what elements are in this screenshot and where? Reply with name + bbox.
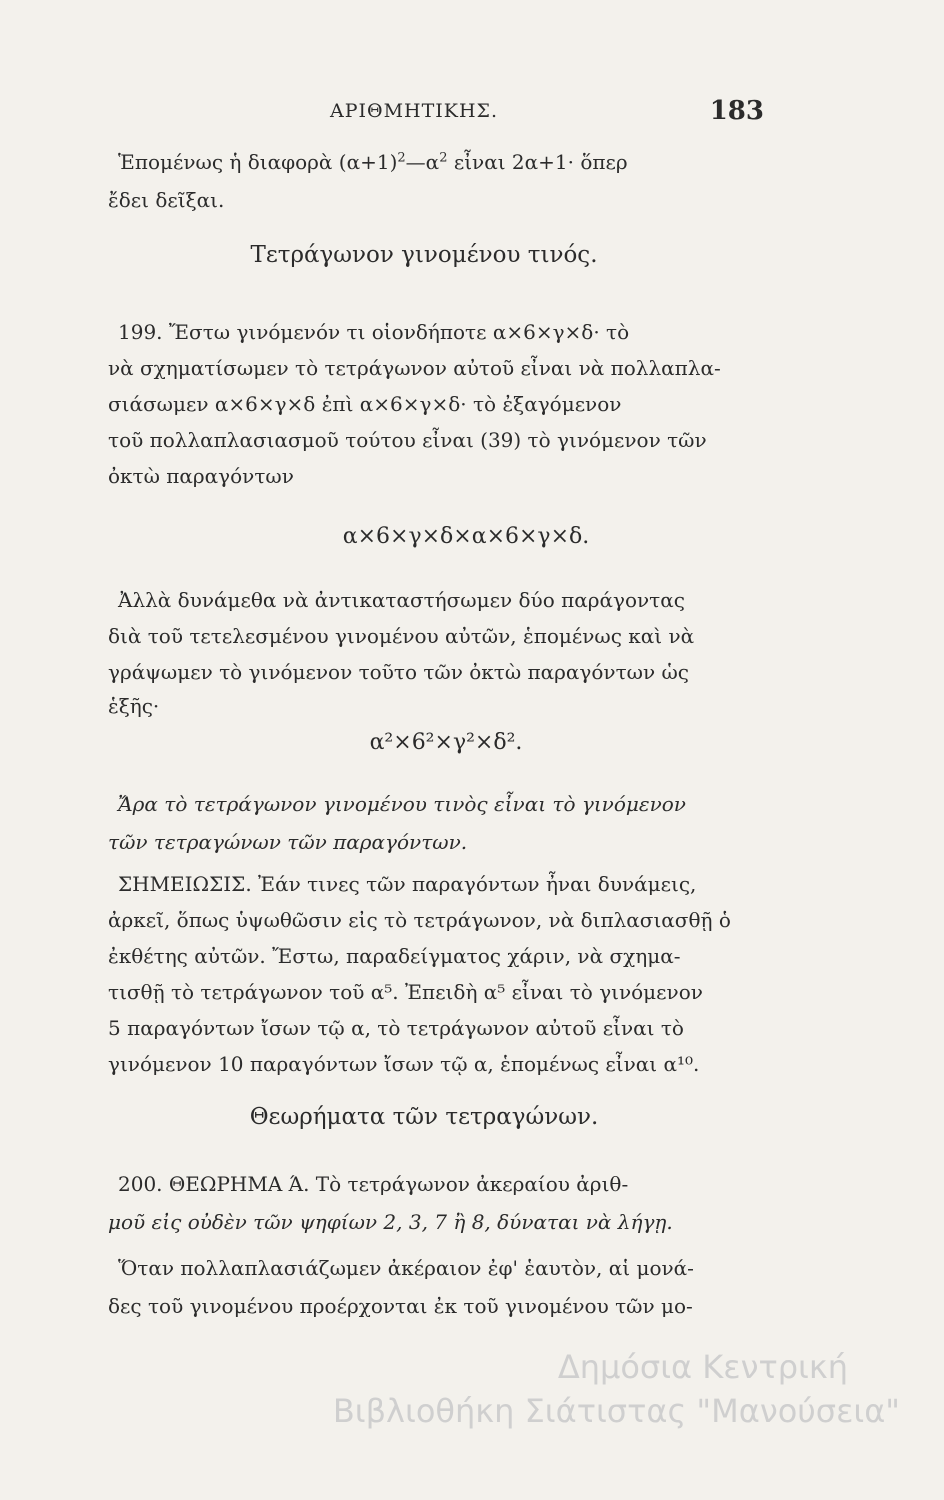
- text-line: νὰ σχηματίσωμεν τὸ τετράγωνον αὐτοῦ εἶναι νὰ πολλαπλα-: [108, 356, 721, 380]
- text-line: ἀρκεῖ, ὅπως ὑψωθῶσιν εἰς τὸ τετράγωνον, νὰ διπλασιασθῇ ὁ: [108, 908, 731, 932]
- text-line: σιάσωμεν α×6×γ×δ ἐπὶ α×6×γ×δ· τὸ ἐξαγόμενον: [108, 392, 622, 416]
- running-head: [110, 96, 764, 138]
- text-line: 200. ΘΕΩΡΗΜΑ Ά. Τὸ τετράγωνον ἀκεραίου ἀριθ-: [118, 1172, 629, 1196]
- text-line: γινόμενον 10 παραγόντων ἴσων τῷ α, ἑπομένως εἶναι α¹⁰.: [108, 1052, 700, 1076]
- library-watermark-line1: Δημόσια Κεντρική: [557, 1348, 848, 1386]
- text-line: διὰ τοῦ τετελεσμένου γινομένου αὐτῶν, ἑπομένως καὶ νὰ: [108, 624, 695, 648]
- formula: α×6×γ×δ×α×6×γ×δ.: [342, 524, 590, 549]
- text-line: Ὅταν πολλαπλασιάζωμεν ἀκέραιον ἐφ' ἑαυτὸν, αἱ μονά-: [118, 1256, 694, 1280]
- section-heading: Θεωρήματα τῶν τετραγώνων.: [249, 1104, 599, 1130]
- text-line: 5 παραγόντων ἴσων τῷ α, τὸ τετράγωνον αὐτοῦ εἶναι τὸ: [108, 1016, 684, 1040]
- text-line: 199. Ἔστω γινόμενόν τι οἱονδήποτε α×6×γ×δ· τὸ: [118, 320, 630, 344]
- text-line: ἑξῆς·: [108, 694, 160, 718]
- page-number: 183: [709, 96, 764, 126]
- text-line: ἐκθέτης αὐτῶν. Ἔστω, παραδείγματος χάριν, νὰ σχημα-: [108, 944, 681, 968]
- text-line: Ἑπομένως ἡ διαφορὰ $(\alpha+1)^2—\alpha^2$ εἶναι 2α+1· ὅπερ: [118, 150, 628, 174]
- text-line: τοῦ πολλαπλασιασμοῦ τούτου εἶναι (39) τὸ γινόμενον τῶν: [108, 428, 707, 452]
- text-line: Ἄρα τὸ τετράγωνον γινομένου τινὸς εἶναι τὸ γινόμενον: [118, 792, 686, 816]
- text-line: τισθῇ τὸ τετράγωνον τοῦ α⁵. Ἐπειδὴ α⁵ εἶναι τὸ γινόμενον: [108, 980, 703, 1004]
- text-line: ὀκτὼ παραγόντων: [108, 464, 294, 488]
- text-line: Ἀλλὰ δυνάμεθα νὰ ἀντικαταστήσωμεν δύο παράγοντας: [118, 588, 685, 612]
- library-watermark-line2: Βιβλιοθήκη Σιάτιστας "Μανούσεια": [332, 1392, 900, 1430]
- running-title: ΑΡΙΘΜΗΤΙΚΗΣ.: [330, 100, 499, 122]
- text-line: τῶν τετραγώνων τῶν παραγόντων.: [108, 830, 468, 854]
- formula: α²×6²×γ²×δ².: [369, 730, 523, 755]
- section-heading: Τετράγωνον γινομένου τινός.: [250, 242, 598, 268]
- text-line: δες τοῦ γινομένου προέρχονται ἐκ τοῦ γινομένου τῶν μο-: [108, 1294, 693, 1318]
- text-line: ἔδει δεῖξαι.: [108, 188, 225, 212]
- text-line: ΣΗΜΕΙΩΣΙΣ. Ἐάν τινες τῶν παραγόντων ἦναι δυνάμεις,: [118, 872, 697, 896]
- text-line: μοῦ εἰς οὐδὲν τῶν ψηφίων 2, 3, 7 ἢ 8, δύναται νὰ λήγῃ.: [108, 1210, 673, 1234]
- text-line: γράψωμεν τὸ γινόμενον τοῦτο τῶν ὀκτὼ παραγόντων ὡς: [108, 660, 689, 684]
